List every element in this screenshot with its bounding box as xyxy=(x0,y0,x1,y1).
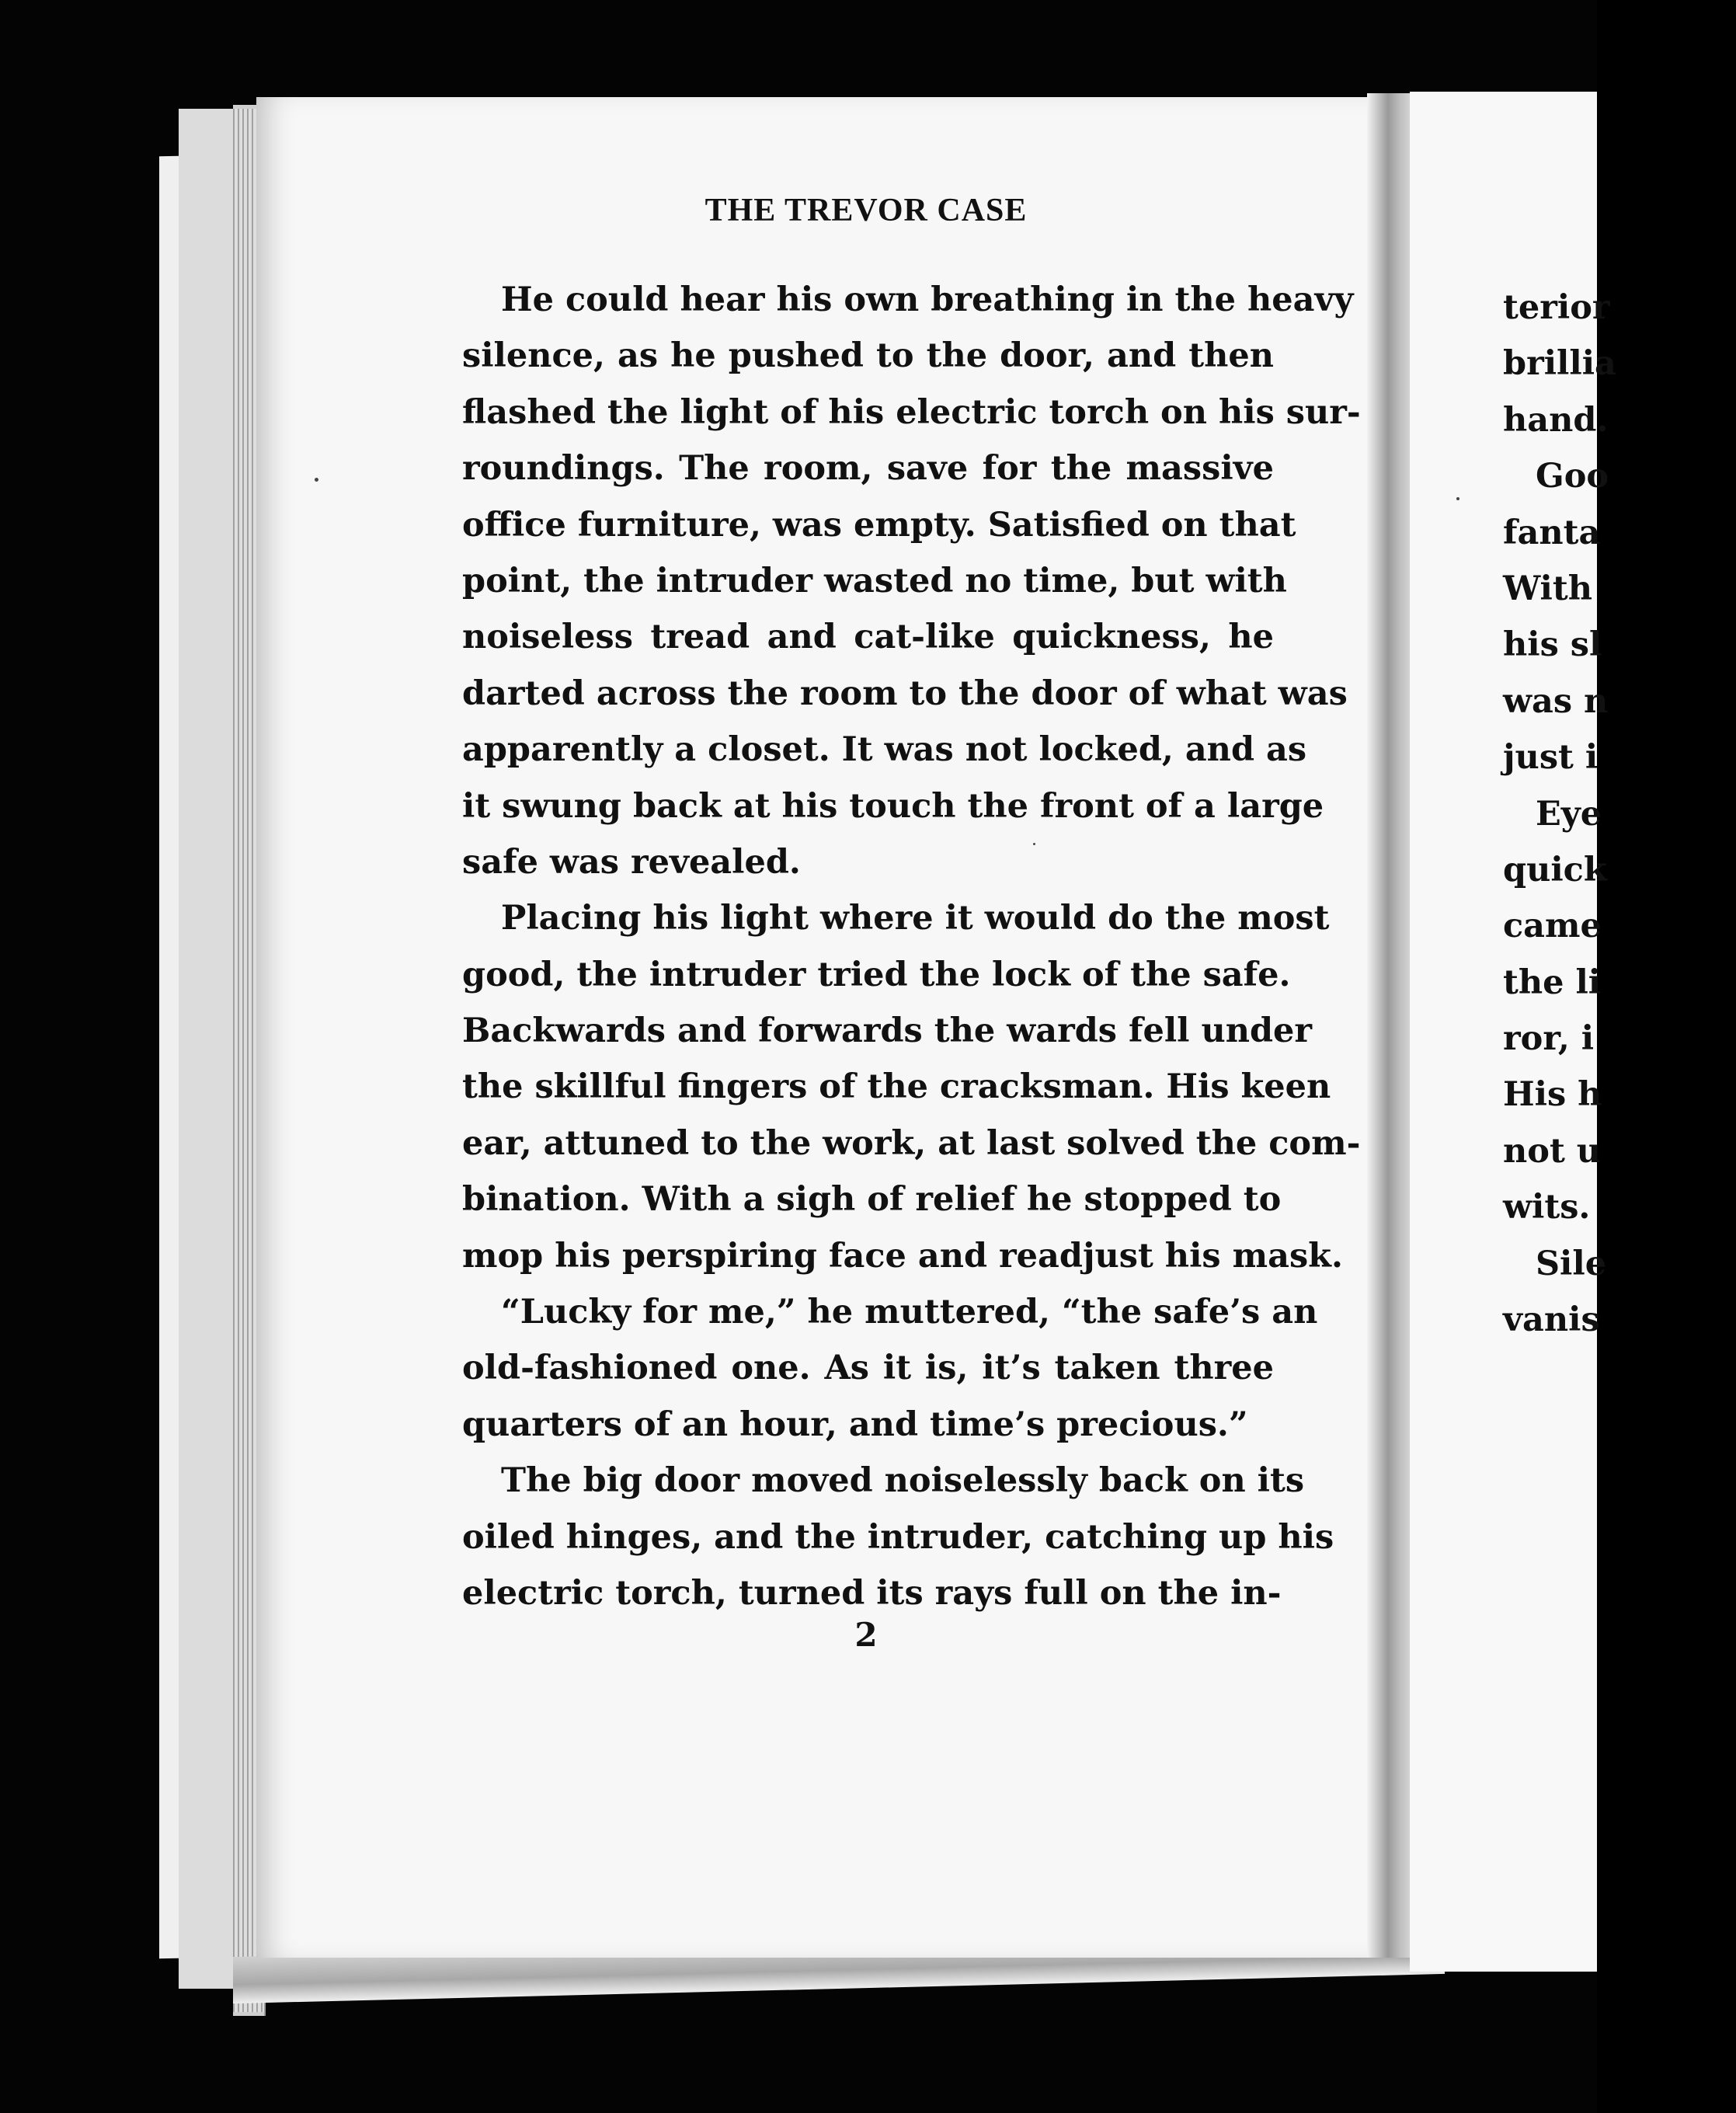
text-fragment: not u xyxy=(1503,1131,1602,1171)
book-gutter xyxy=(1367,93,1414,1958)
text-line: office furniture, was empty. Satisfied on that xyxy=(462,505,1296,545)
text-fragment: fanta xyxy=(1503,513,1601,552)
text-line: good, the intruder tried the lock of the safe. xyxy=(462,955,1291,994)
text-line: oiled hinges, and the intruder, catching up his xyxy=(462,1517,1334,1557)
text-fragment: With xyxy=(1503,569,1592,608)
text-line: apparently a closet. It was not locked, and as xyxy=(462,730,1307,770)
text-fragment: terior xyxy=(1503,288,1610,327)
text-fragment: just i xyxy=(1503,738,1599,778)
dust-speck xyxy=(1456,497,1459,500)
text-fragment: His h xyxy=(1503,1075,1602,1115)
text-fragment: wits. xyxy=(1503,1188,1591,1227)
text-line: electric torch, turned its rays full on the in- xyxy=(462,1573,1282,1613)
text-fragment: vanis xyxy=(1503,1300,1600,1340)
dust-speck xyxy=(1033,843,1035,845)
text-line: mop his perspiring face and readjust his mask. xyxy=(462,1236,1343,1276)
text-fragment: Sile xyxy=(1536,1244,1607,1283)
text-line: silence, as he pushed to the door, and then xyxy=(462,336,1274,376)
text-fragment: came xyxy=(1503,907,1602,946)
text-line: the skillful fingers of the cracksman. His keen xyxy=(462,1067,1331,1107)
text-fragment: was n xyxy=(1503,681,1609,721)
text-line: point, the intruder wasted no time, but with xyxy=(462,561,1287,600)
right-page-text xyxy=(1503,280,1736,1348)
right-page-clip xyxy=(1410,92,1616,1972)
left-page-text xyxy=(462,272,1361,1621)
text-fragment: hand. xyxy=(1503,400,1609,440)
page-number: 2 xyxy=(854,1616,878,1654)
text-line: noiseless tread and cat-like quickness, he xyxy=(462,618,1274,657)
text-fragment: brillia xyxy=(1503,344,1616,384)
text-line: Backwards and forwards the wards fell under xyxy=(462,1011,1313,1051)
text-line: Placing his light where it would do the most xyxy=(501,899,1330,938)
text-fragment: Goo xyxy=(1536,457,1609,496)
text-fragment: the li xyxy=(1503,963,1602,1002)
running-head: THE TREVOR CASE xyxy=(704,193,1028,228)
text-fragment: ror, i xyxy=(1503,1019,1595,1059)
text-line: safe was revealed. xyxy=(462,842,801,882)
text-line: ear, attuned to the work, at last solved the com- xyxy=(462,1123,1361,1163)
text-fragment: his sl xyxy=(1503,625,1602,665)
dust-speck xyxy=(315,478,318,482)
text-line: quarters of an hour, and time’s precious.” xyxy=(462,1405,1248,1444)
text-line: flashed the light of his electric torch on his sur- xyxy=(462,392,1361,432)
text-line: darted across the room to the door of what was xyxy=(462,674,1348,713)
text-line: The big door moved noiselessly back on its xyxy=(501,1461,1305,1501)
text-fragment: quick xyxy=(1503,850,1607,889)
text-line: it swung back at his touch the front of a large xyxy=(462,786,1324,826)
text-line: roundings. The room, save for the massive xyxy=(462,449,1274,489)
text-line: bination. With a sigh of relief he stopped to xyxy=(462,1180,1282,1220)
text-line: “Lucky for me,” he muttered, “the safe’s an xyxy=(501,1293,1318,1332)
text-line: old-fashioned one. As it is, it’s taken three xyxy=(462,1349,1274,1388)
text-line: He could hear his own breathing in the heavy xyxy=(501,280,1354,319)
text-fragment: Eye xyxy=(1536,794,1602,834)
